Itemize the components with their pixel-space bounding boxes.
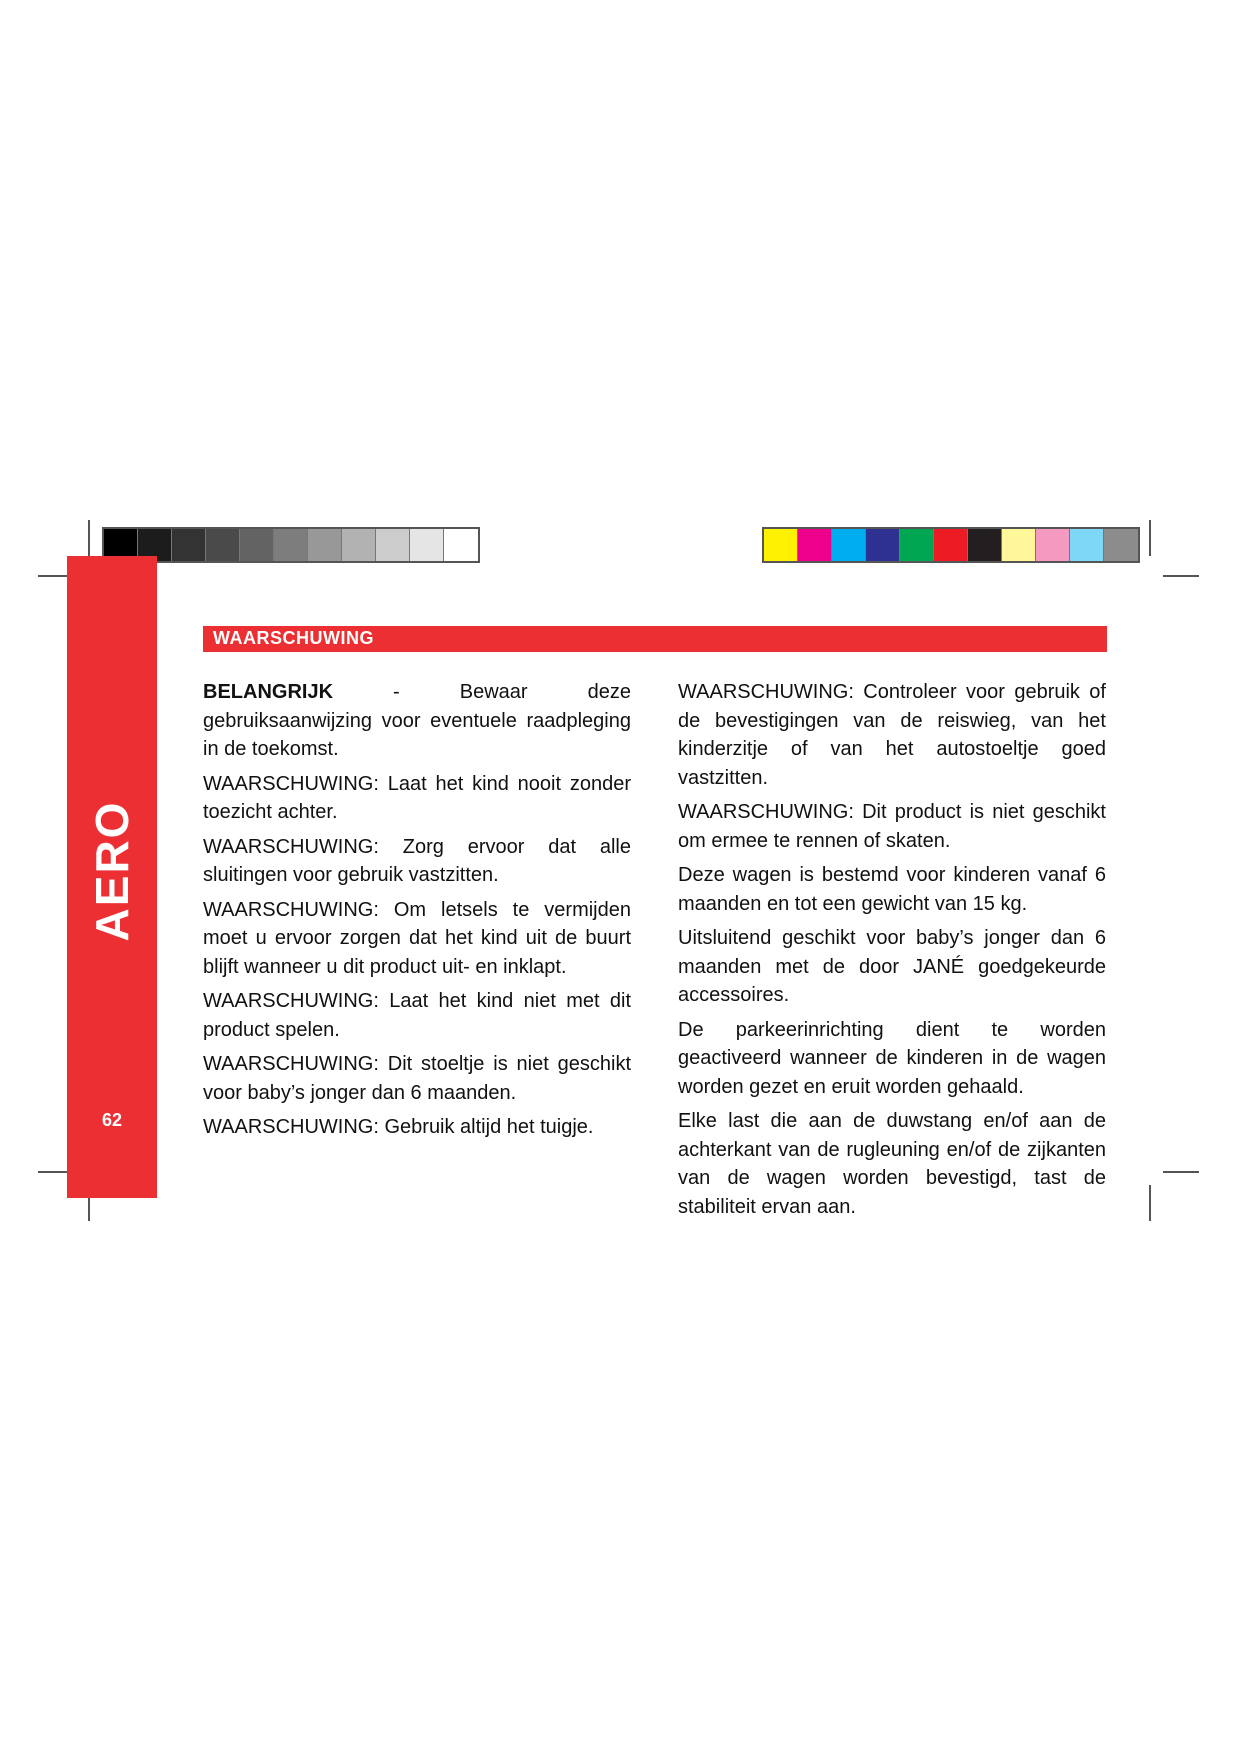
paragraph (203, 678, 631, 764)
color-swatch (240, 529, 274, 561)
color-swatch (342, 529, 376, 561)
paragraph (203, 987, 631, 1044)
crop-mark (88, 520, 90, 556)
paragraph-text: Uitsluitend geschikt voor baby’s jonger dan 6 maanden met de door JANÉ goedgekeurde accessoires. (678, 927, 1106, 1006)
color-swatch (1002, 529, 1036, 561)
section-header (203, 626, 1107, 652)
paragraph-text: WAARSCHUWING: Om letsels te vermijden moet u ervoor zorgen dat het kind uit de buurt blijft wanneer u dit product uit- en inklapt. (203, 898, 631, 978)
color-swatch (764, 529, 798, 561)
paragraph (203, 896, 631, 982)
crop-mark (1149, 520, 1151, 556)
paragraph-text: Deze wagen is bestemd voor kinderen vanaf 6 maanden en tot een gewicht van 15 kg. (678, 864, 1106, 915)
crop-mark (1149, 1185, 1151, 1221)
color-swatch (172, 529, 206, 561)
color-calibration-strip (762, 527, 1140, 563)
crop-mark (1163, 575, 1199, 577)
paragraph-text: WAARSCHUWING: Controleer voor gebruik of de bevestigingen van de reiswieg, van het kinderzitje of van het autostoeltje goed vastzitten. (678, 681, 1106, 789)
crop-mark (1163, 1171, 1199, 1173)
paragraph-text: WAARSCHUWING: Laat het kind nooit zonder toezicht achter. (203, 772, 631, 823)
color-swatch (832, 529, 866, 561)
paragraph (203, 770, 631, 827)
right-column (678, 678, 1106, 1227)
paragraph-text: WAARSCHUWING: Laat het kind niet met dit product spelen. (203, 990, 631, 1041)
color-swatch (376, 529, 410, 561)
paragraph (678, 1107, 1106, 1221)
color-swatch (206, 529, 240, 561)
left-column (203, 678, 631, 1148)
color-swatch (1104, 529, 1138, 561)
color-swatch (798, 529, 832, 561)
color-swatch (934, 529, 968, 561)
paragraph-text: WAARSCHUWING: Gebruik altijd het tuigje. (203, 1116, 594, 1138)
paragraph-text: WAARSCHUWING: Zorg ervoor dat alle sluitingen voor gebruik vastzitten. (203, 835, 631, 886)
paragraph-text: Elke last die aan de duwstang en/of aan de achterkant van de rugleuning en/of de zijkanten van de wagen worden bevestigd, tast de stabiliteit ervan aan. (678, 1110, 1106, 1218)
paragraph (678, 798, 1106, 855)
paragraph-text: WAARSCHUWING: Dit stoeltje is niet geschikt voor baby’s jonger dan 6 maanden. (203, 1053, 631, 1104)
section-title: WAARSCHUWING (213, 628, 374, 648)
color-swatch (274, 529, 308, 561)
paragraph (203, 1113, 631, 1142)
paragraph (203, 1050, 631, 1107)
page-number: 62 (101, 1110, 123, 1130)
paragraph-text: - Bewaar deze gebruiksaanwijzing voor eventuele raadpleging in de toekomst. (203, 681, 631, 760)
color-swatch (308, 529, 342, 561)
color-swatch (968, 529, 1002, 561)
color-swatch (1036, 529, 1070, 561)
color-swatch (1070, 529, 1104, 561)
paragraph-text: De parkeerinrichting dient te worden geactiveerd wanneer de kinderen in de wagen worden gezet en eruit worden gehaald. (678, 1018, 1106, 1098)
paragraph-lead: BELANGRIJK (203, 681, 334, 703)
color-swatch (444, 529, 478, 561)
paragraph-text: WAARSCHUWING: Dit product is niet geschikt om ermee te rennen of skaten. (678, 801, 1106, 852)
paragraph (678, 1016, 1106, 1102)
color-swatch (410, 529, 444, 561)
paragraph (203, 833, 631, 890)
brand-title: AERO (86, 800, 138, 942)
grayscale-calibration-strip (102, 527, 480, 563)
sidebar (67, 556, 157, 1198)
color-swatch (866, 529, 900, 561)
color-swatch (900, 529, 934, 561)
paragraph (678, 678, 1106, 792)
paragraph (678, 924, 1106, 1010)
paragraph (678, 861, 1106, 918)
